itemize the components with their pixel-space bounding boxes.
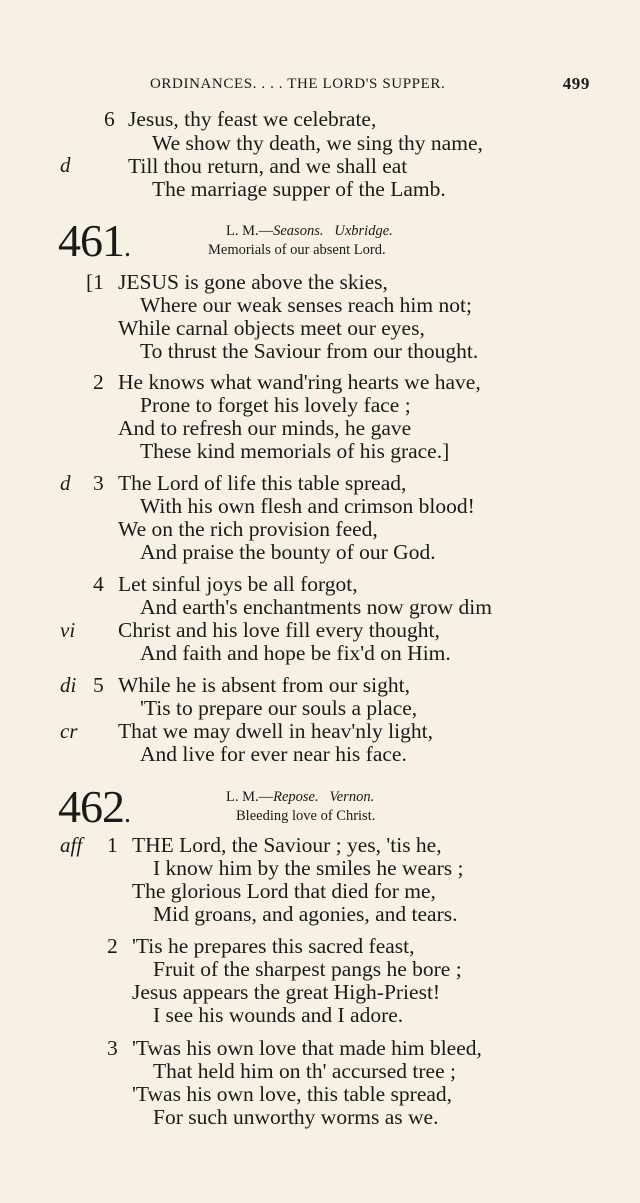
verse-line: For such unworthy worms as we.: [153, 1105, 439, 1129]
verse-line: And earth's enchantments now grow dim: [140, 595, 492, 619]
verse-line: The Lord of life this table spread,: [118, 471, 407, 495]
performance-mark: aff: [60, 833, 83, 857]
verse-line: Jesus, thy feast we celebrate,: [128, 107, 377, 131]
verse-line: And faith and hope be fix'd on Him.: [140, 641, 451, 665]
verse-line: Till thou return, and we shall eat: [128, 154, 408, 178]
hymn-number: 461.: [58, 215, 130, 266]
verse-line: To thrust the Saviour from our thought.: [140, 339, 479, 363]
verse-line: 'Tis he prepares this sacred feast,: [132, 934, 415, 958]
stanza-number: 3: [107, 1036, 118, 1060]
performance-mark: d: [60, 153, 71, 177]
performance-mark: di: [60, 673, 77, 697]
performance-mark: d: [60, 471, 71, 495]
hymn-subtitle: Bleeding love of Christ.: [236, 808, 376, 824]
verse-line: 'Twas his own love that made him bleed,: [132, 1036, 482, 1060]
stanza-number: 2: [107, 934, 118, 958]
verse-line: The marriage supper of the Lamb.: [152, 177, 446, 201]
stanza-number: [1: [86, 270, 104, 294]
verse-line: We on the rich provision feed,: [118, 517, 378, 541]
verse-line: Prone to forget his lovely face ;: [140, 393, 411, 417]
verse-line: I see his wounds and I adore.: [153, 1003, 404, 1027]
page-number: 499: [562, 74, 590, 93]
verse-line: While he is absent from our sight,: [118, 673, 410, 697]
verse-line: We show thy death, we sing thy name,: [152, 131, 483, 155]
verse-line: That we may dwell in heav'nly light,: [118, 719, 433, 743]
verse-line: Mid groans, and agonies, and tears.: [153, 902, 458, 926]
verse-line: Fruit of the sharpest pangs he bore ;: [153, 957, 462, 981]
verse-line: I know him by the smiles he wears ;: [153, 856, 464, 880]
verse-line: JESUS is gone above the skies,: [118, 270, 388, 294]
performance-mark: cr: [60, 719, 78, 743]
verse-line: And to refresh our minds, he gave: [118, 416, 412, 440]
verse-line: The glorious Lord that died for me,: [132, 879, 436, 903]
verse-line: Let sinful joys be all forgot,: [118, 572, 358, 596]
stanza-number: 5: [93, 673, 104, 697]
verse-line: THE Lord, the Saviour ; yes, 'tis he,: [132, 833, 442, 857]
stanza-number: 4: [93, 572, 104, 596]
hymn-number: 462.: [58, 781, 130, 832]
verse-line: With his own flesh and crimson blood!: [140, 494, 475, 518]
verse-line: These kind memorials of his grace.]: [140, 439, 450, 463]
verse-line: That held him on th' accursed tree ;: [153, 1059, 456, 1083]
performance-mark: vi: [60, 618, 76, 642]
stanza-number: 2: [93, 370, 104, 394]
verse-line: And praise the bounty of our God.: [140, 540, 436, 564]
verse-line: Where our weak senses reach him not;: [140, 293, 472, 317]
hymn-subtitle: Memorials of our absent Lord.: [208, 242, 386, 258]
stanza-number: 1: [107, 833, 118, 857]
stanza-number: 3: [93, 471, 104, 495]
verse-line: While carnal objects meet our eyes,: [118, 316, 425, 340]
running-head: ORDINANCES. . . . THE LORD'S SUPPER.: [150, 76, 446, 92]
stanza-number: 6: [104, 107, 115, 131]
hymn-meter-tune: L. M.—Repose. Vernon.: [226, 789, 375, 805]
verse-line: Christ and his love fill every thought,: [118, 618, 440, 642]
verse-line: He knows what wand'ring hearts we have,: [118, 370, 481, 394]
verse-line: Jesus appears the great High-Priest!: [132, 980, 441, 1004]
hymn-meter-tune: L. M.—Seasons. Uxbridge.: [226, 223, 393, 239]
page-header: [150, 74, 590, 98]
verse-line: 'Tis to prepare our souls a place,: [140, 696, 418, 720]
verse-line: 'Twas his own love, this table spread,: [132, 1082, 453, 1106]
verse-line: And live for ever near his face.: [140, 742, 407, 766]
